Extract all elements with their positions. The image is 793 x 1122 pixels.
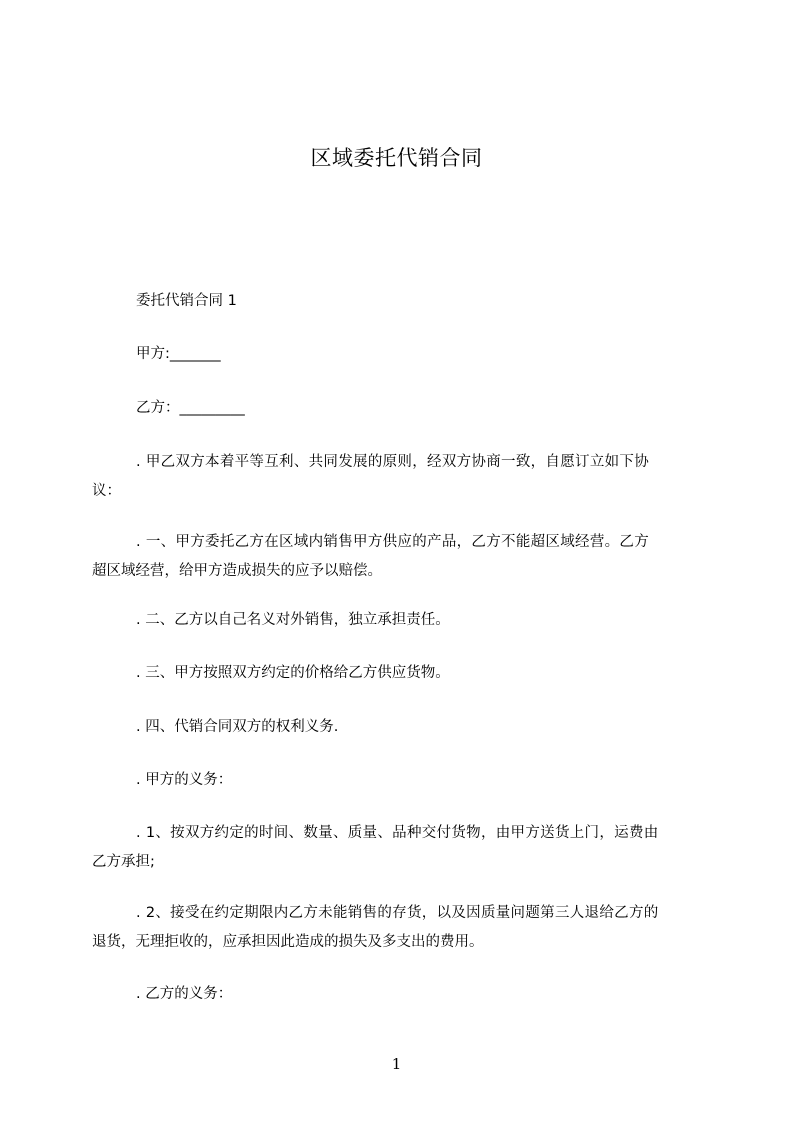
clause-4: . 四、代销合同双方的权利义务.: [136, 719, 339, 735]
contract-subtitle: 委托代销合同 1: [136, 293, 237, 309]
party-a-duties-heading: . 甲方的义务：: [136, 772, 233, 788]
duty-1-paragraph: [92, 819, 704, 877]
clause-1-line-1: . 一、甲方委托乙方在区域内销售甲方供应的产品，乙方不能超区域经营。乙方: [136, 534, 650, 550]
intro-line-1: . 甲乙双方本着平等互利、共同发展的原则，经双方协商一致，自愿订立如下协: [136, 454, 650, 470]
duty-1-line-1: . 1、按双方约定的时间、数量、质量、品种交付货物，由甲方送货上门，运费由: [136, 825, 659, 841]
duty-2-line-2: 退货，无理拒收的，应承担因此造成的损失及多支出的费用。: [92, 934, 484, 950]
intro-line-2: 议：: [92, 483, 121, 499]
intro-paragraph: [92, 448, 704, 506]
party-a-line: 甲方:_______: [136, 346, 221, 362]
duty-2-paragraph: [92, 899, 704, 957]
clause-1-line-2: 超区域经营，给甲方造成损失的应予以赔偿。: [92, 563, 382, 579]
clause-1-paragraph: [92, 528, 704, 586]
duty-1-line-2: 乙方承担;: [92, 854, 155, 870]
duty-2-line-1: . 2、接受在约定期限内乙方未能销售的存货，以及因质量问题第三人退给乙方的: [136, 905, 659, 921]
clause-2: . 二、乙方以自己名义对外销售，独立承担责任。: [136, 612, 450, 628]
party-b-line: 乙方：_________: [136, 400, 245, 416]
clause-3: . 三、甲方按照双方约定的价格给乙方供应货物。: [136, 665, 450, 681]
document-title: 区域委托代销合同: [310, 146, 483, 170]
page-number: 1: [391, 1055, 402, 1073]
party-b-duties-heading: . 乙方的义务：: [136, 986, 233, 1002]
